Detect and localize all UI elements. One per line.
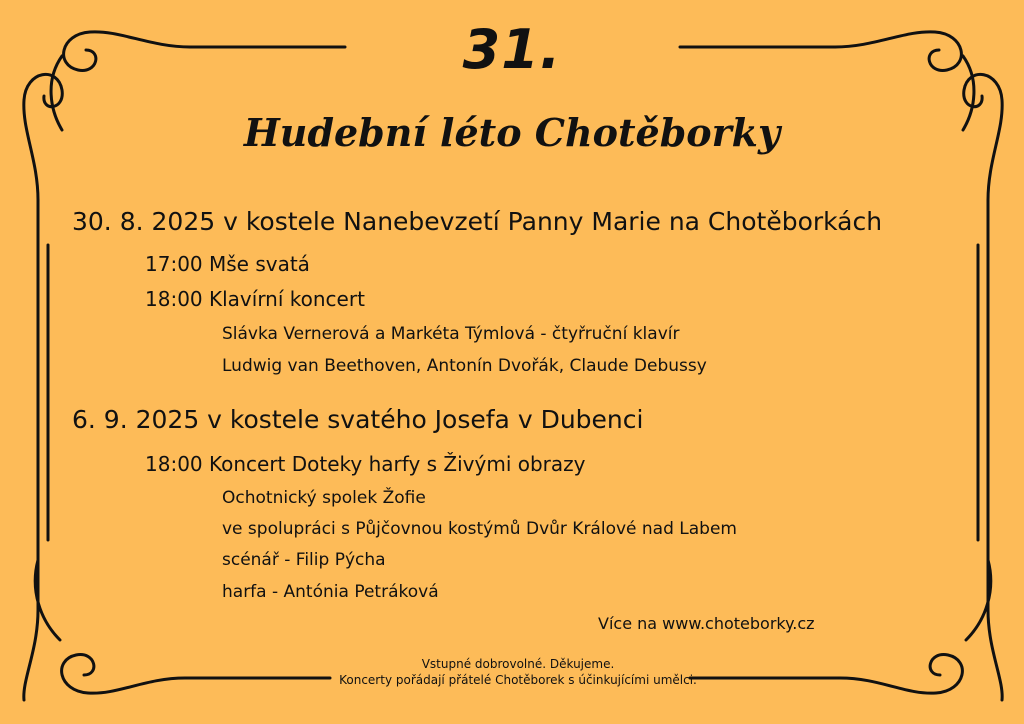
event2-item-concert: 18:00 Koncert Doteky harfy s Živými obrazy xyxy=(145,452,586,476)
event2-detail-harp: harfa - Antónia Petráková xyxy=(222,582,439,602)
event2-detail-cooperation: ve spolupráci s Půjčovnou kostýmů Dvůr Králové nad Labem xyxy=(222,519,737,539)
footer-line-admission: Vstupné dobrovolné. Děkujeme. xyxy=(421,657,615,671)
footer xyxy=(230,656,806,688)
footer-line-organizers: Koncerty pořádají přátelé Chotěborek s účinkujícími umělci. xyxy=(339,673,697,687)
corner-scroll-bottom-right xyxy=(840,560,1002,700)
event1-item-concert: 18:00 Klavírní koncert xyxy=(145,287,365,311)
website-note: Více na www.choteborky.cz xyxy=(598,614,815,633)
event2-heading: 6. 9. 2025 v kostele svatého Josefa v Dubenci xyxy=(72,405,644,434)
event2-detail-script: scénář - Filip Pýcha xyxy=(222,550,386,570)
event1-item-mass: 17:00 Mše svatá xyxy=(145,252,310,276)
event2-detail-group: Ochotnický spolek Žofie xyxy=(222,488,426,508)
event1-performers: Slávka Vernerová a Markéta Týmlová - čtyřruční klavír xyxy=(222,324,680,344)
corner-scroll-bottom-left xyxy=(24,560,185,700)
page-title: Hudební léto Chotěborky xyxy=(243,110,781,155)
event1-heading: 30. 8. 2025 v kostele Nanebevzetí Panny Marie na Chotěborkách xyxy=(72,207,883,236)
edition-number: 31. xyxy=(462,18,562,81)
event1-composers: Ludwig van Beethoven, Antonín Dvořák, Claude Debussy xyxy=(222,356,707,376)
